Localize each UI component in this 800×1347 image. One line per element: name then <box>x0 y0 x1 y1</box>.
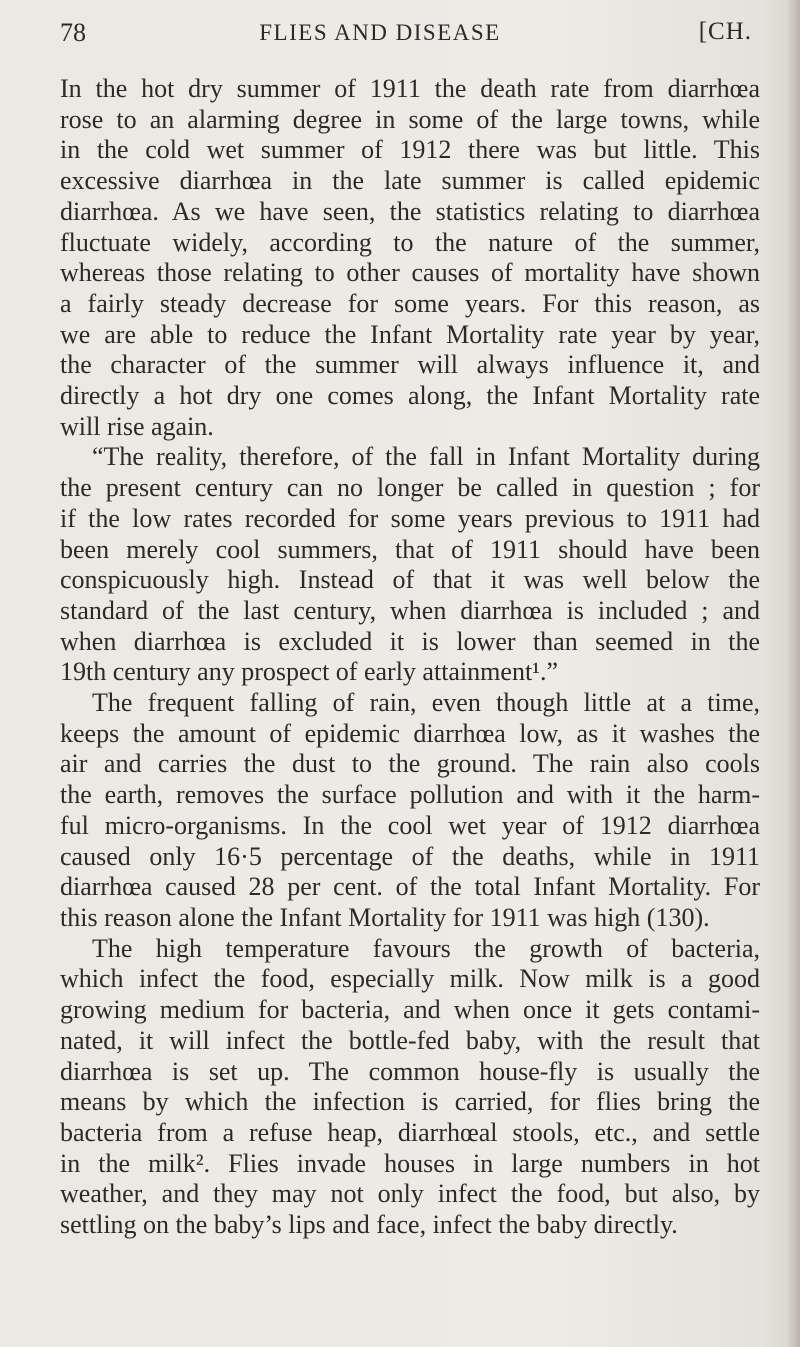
text-line: rose to an alarming degree in some of the large towns, while <box>60 104 760 134</box>
text-line: a fairly steady decrease for some years. For this reason, as <box>60 288 760 318</box>
text-line: settling on the baby’s lips and face, infect the baby directly. <box>60 1210 678 1240</box>
text-line: weather, and they may not only infect the food, but also, by <box>60 1179 760 1209</box>
text-line: if the low rates recorded for some years previous to 1911 had <box>60 503 760 533</box>
text-line: diarrhœa is set up. The common house-fly is usually the <box>60 1056 760 1086</box>
text-line: means by which the infection is carried, for flies bring the <box>60 1087 760 1117</box>
chapter-mark: [CH. <box>698 18 752 45</box>
text-line: the character of the summer will always influence it, and <box>60 350 760 380</box>
text-line: when diarrhœa is excluded it is lower than seemed in the <box>60 626 760 656</box>
text-line: in the milk². Flies invade houses in large numbers in hot <box>60 1148 760 1178</box>
text-line: air and carries the dust to the ground. The rain also cools <box>60 749 760 779</box>
text-line: In the hot dry summer of 1911 the death rate from diarrhœa <box>60 74 760 103</box>
page-number: 78 <box>60 18 86 47</box>
text-line: will rise again. <box>60 411 214 441</box>
text-line: excessive diarrhœa in the late summer is called epidemic <box>60 166 760 196</box>
text-line: diarrhœa. As we have seen, the statistics relating to diarrhœa <box>60 196 760 226</box>
text-line: standard of the last century, when diarrhœa is included ; and <box>60 595 760 625</box>
text-line: 19th century any prospect of early attainment¹.” <box>60 657 558 687</box>
text-line: diarrhœa caused 28 per cent. of the total Infant Mortality. For <box>60 872 760 902</box>
text-line: this reason alone the Infant Mortality for 1911 was high (130). <box>60 902 710 932</box>
running-title: FLIES AND DISEASE <box>259 20 501 45</box>
text-line: the present century can no longer be called in question ; for <box>60 473 760 503</box>
text-line: caused only 16·5 percentage of the deaths, while in 1911 <box>60 841 760 871</box>
text-line: keeps the amount of epidemic diarrhœa low, as it washes the <box>60 718 760 748</box>
text-line: The high temperature favours the growth of bacteria, <box>92 933 760 963</box>
text-line: been merely cool summers, that of 1911 should have been <box>60 534 760 564</box>
text-line: in the cold wet summer of 1912 there was but little. This <box>60 135 760 165</box>
text-line: growing medium for bacteria, and when once it gets contami- <box>60 995 760 1025</box>
text-line: conspicuously high. Instead of that it was well below the <box>60 565 760 595</box>
text-line: directly a hot dry one comes along, the Infant Mortality rate <box>60 381 760 411</box>
text-line: the earth, removes the surface pollution and with it the harm- <box>60 780 760 810</box>
text-line: “The reality, therefore, of the fall in Infant Mortality during <box>92 442 760 472</box>
page-edge-shadow <box>786 0 800 1347</box>
text-line: bacteria from a refuse heap, diarrhœal stools, etc., and settle <box>60 1117 760 1147</box>
text-line: The frequent falling of rain, even though little at a time, <box>92 688 760 718</box>
text-line: nated, it will infect the bottle-fed baby, with the result that <box>60 1025 760 1055</box>
text-line: which infect the food, especially milk. Now milk is a good <box>60 964 760 994</box>
body-text <box>60 74 760 1241</box>
text-line: fluctuate widely, according to the nature of the summer, <box>60 227 760 257</box>
text-line: ful micro-organisms. In the cool wet year of 1912 diarrhœa <box>60 810 760 840</box>
running-header <box>60 18 760 58</box>
text-line: whereas those relating to other causes of mortality have shown <box>60 258 760 288</box>
text-line: we are able to reduce the Infant Mortality rate year by year, <box>60 319 760 349</box>
